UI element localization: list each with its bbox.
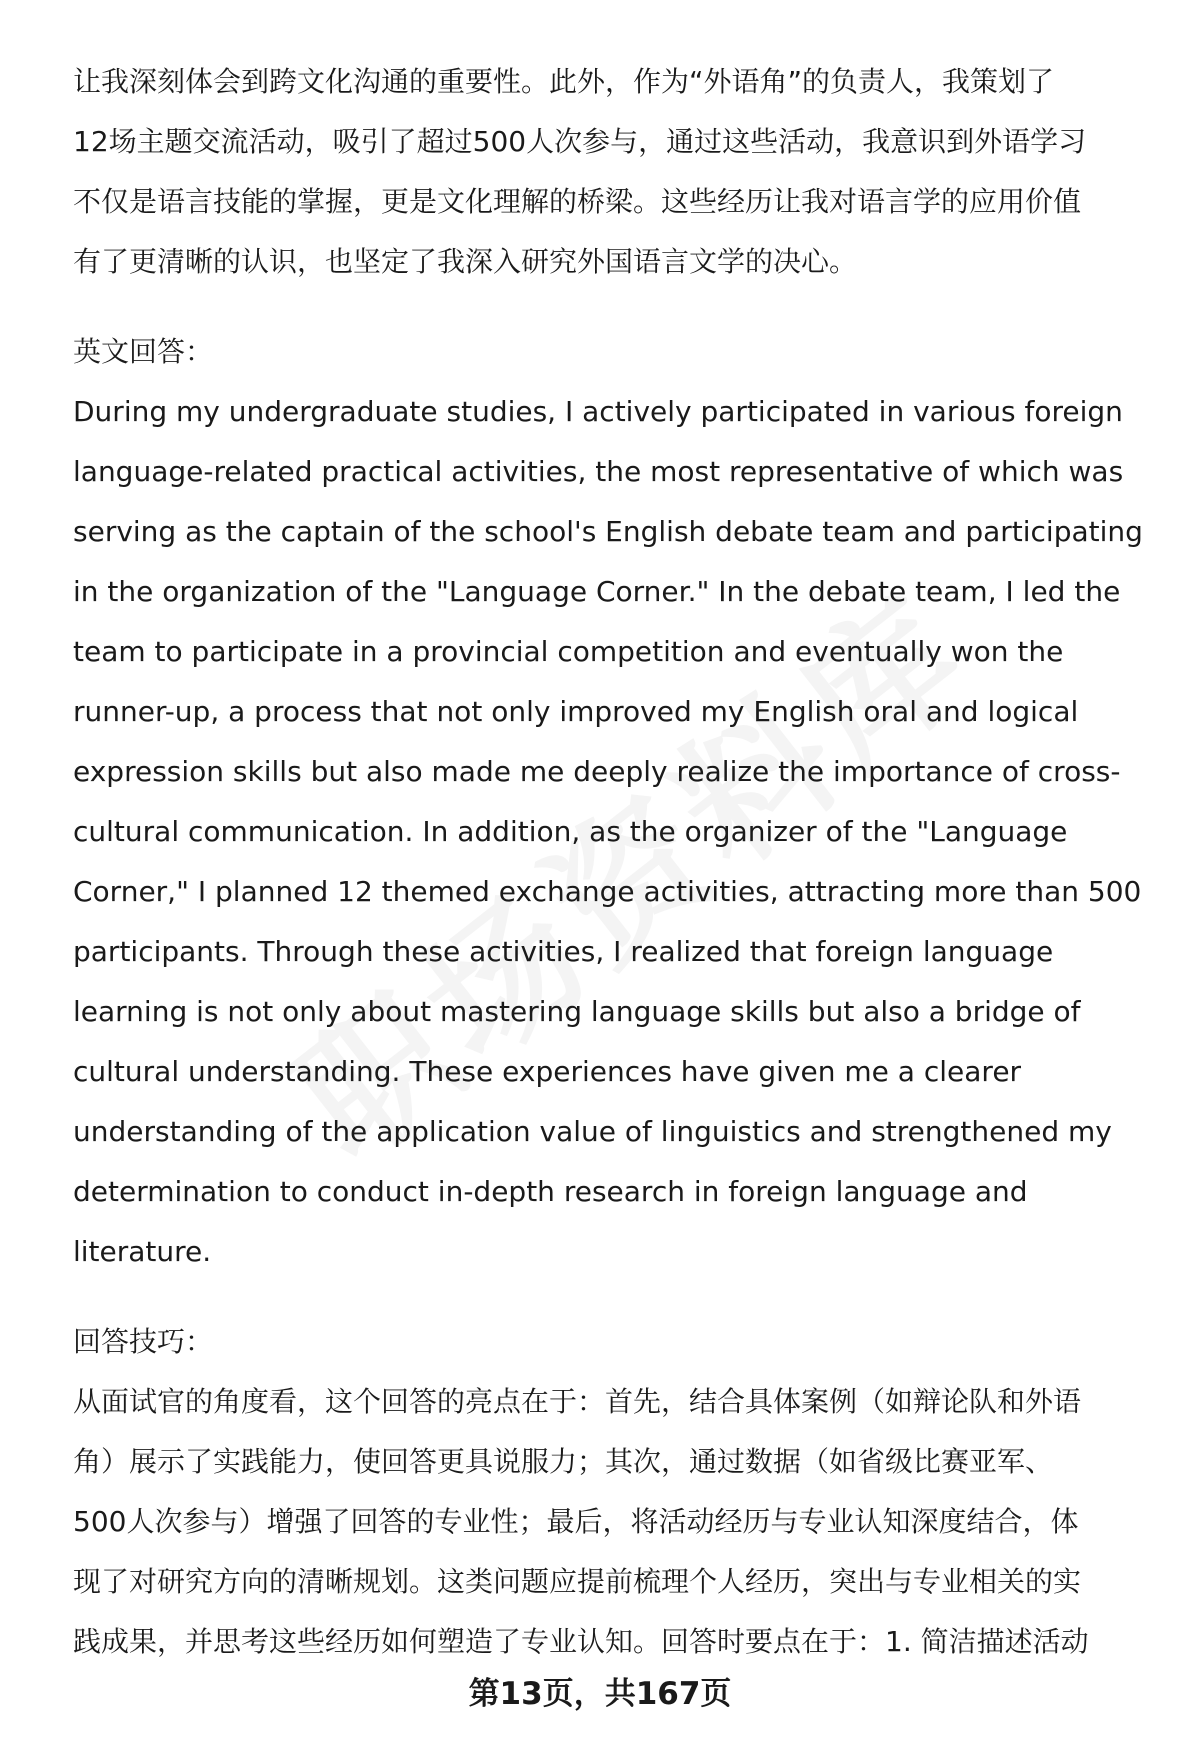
english-answer-block (73, 322, 1153, 1282)
intro-block (73, 52, 1153, 292)
intro-paragraph: 让我深刻体会到跨文化沟通的重要性。此外，作为“外语角”的负责人，我策划了 12场主题交流活动，吸引了超过500人次参与，通过这些活动，我意识到外语学习 不仅是语言技能的掌握，更是文化理解的桥梁。这些经历让我对语言学的应用价值 有了更清晰的认识，也坚定了我深入研究外国语言文学的决心。 (73, 65, 1087, 278)
tips-section-title: 回答技巧： (73, 1325, 214, 1358)
english-section-title: 英文回答： (73, 335, 214, 368)
english-answer-paragraph: During my undergraduate studies, I actively participated in various foreign language-related practical activities, the most representative of which was serving as the captain of the school's English debate team and participating in the organization of the "Language Corner." In the debate team, I led the team to participate in a provincial competition and eventually won the runner-up, a process that not only improved my English oral and logical expression skills but also made me deeply realize the importance of cross- cultural communication. In addition, as the organizer of the "Language Corner," I planned 12 themed exchange activities, attracting more than 500 participants. Through these activities, I realized that foreign language learning is not only about mastering language skills but also a bridge of cultural understanding. These experiences have given me a clearer understanding of the application value of linguistics and strengthened my determination to conduct in-depth research in foreign language and literature. (73, 395, 1143, 1268)
document-content (73, 52, 1153, 1702)
tips-paragraph: 从面试官的角度看，这个回答的亮点在于：首先，结合具体案例（如辩论队和外语 角）展示了实践能力，使回答更具说服力；其次，通过数据（如省级比赛亚军、 500人次参与）增强了回答的专业性；最后，将活动经历与专业认知深度结合，体 现了对研究方向的清晰规划。这类问题应提前梳理个人经历，突出与专业相关的实 践成果，并思考这些经历如何塑造了专业认知。回答时要点在于：1. 简洁描述活动 (73, 1385, 1089, 1658)
page-number: 第13页，共167页 (468, 1676, 732, 1712)
tips-block (73, 1312, 1153, 1672)
